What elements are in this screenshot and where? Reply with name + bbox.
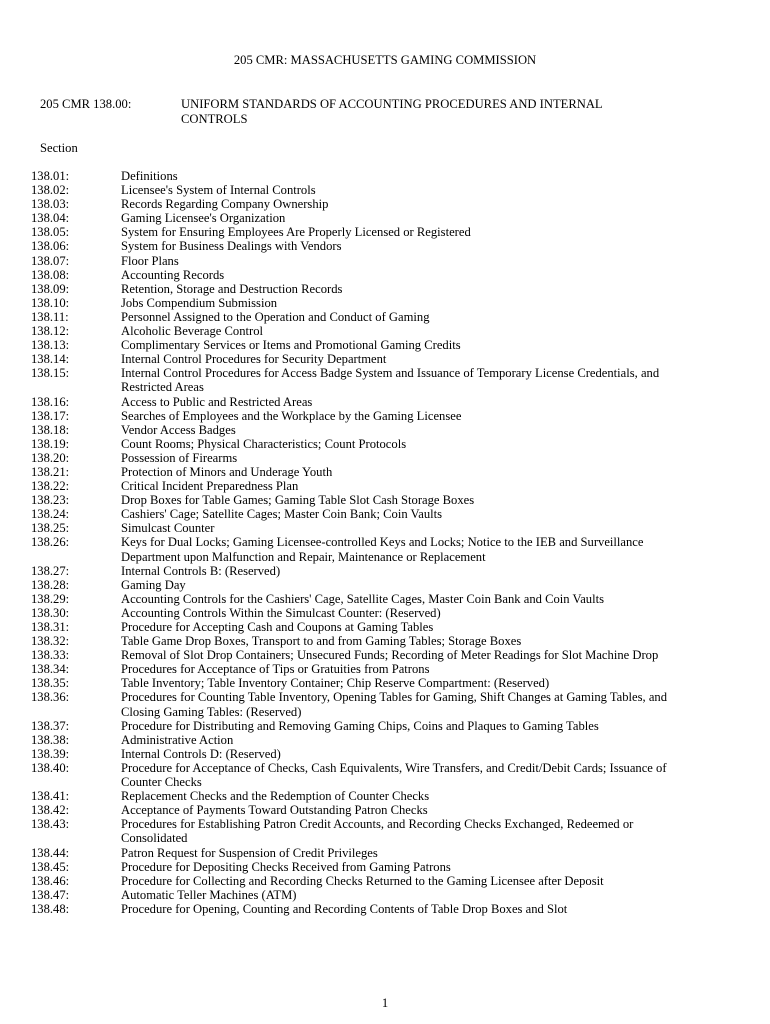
section-title: Table Inventory; Table Inventory Container; Chip Reserve Compartment: (Reserved) xyxy=(121,676,550,691)
section-number: 138.05: xyxy=(31,225,70,240)
section-number: 138.21: xyxy=(31,464,70,479)
section-number: 138.10: xyxy=(31,295,70,310)
toc-entry xyxy=(31,747,711,761)
section-number: 138.45: xyxy=(31,859,70,874)
toc-entry xyxy=(31,493,711,507)
toc-entry xyxy=(31,366,711,394)
section-title: Definitions xyxy=(121,169,178,183)
section-number: 138.26: xyxy=(31,535,70,550)
section-title: Accounting Controls for the Cashiers' Cage, Satellite Cages, Master Coin Bank and Coin Vaults xyxy=(121,591,604,606)
toc-entry xyxy=(31,324,711,338)
section-title: Access to Public and Restricted Areas xyxy=(121,394,313,409)
section-number: 138.02: xyxy=(31,183,70,198)
section-number: 138.12: xyxy=(31,324,70,339)
section-number: 138.34: xyxy=(31,662,70,677)
toc-entry xyxy=(31,197,711,211)
section-title: Procedure for Opening, Counting and Recording Contents of Table Drop Boxes and Slot xyxy=(121,901,568,916)
toc-entry xyxy=(31,183,711,197)
section-title: Vendor Access Badges xyxy=(121,422,236,437)
toc-entry xyxy=(31,437,711,451)
toc-entry xyxy=(31,902,711,916)
section-title: Personnel Assigned to the Operation and Conduct of Gaming xyxy=(121,309,430,324)
section-number: 138.16: xyxy=(31,394,70,409)
section-title: Drop Boxes for Table Games; Gaming Table Slot Cash Storage Boxes xyxy=(121,493,475,508)
section-number: 138.39: xyxy=(31,746,70,761)
toc-entry xyxy=(31,296,711,310)
toc-entry xyxy=(31,479,711,493)
section-number: 138.11: xyxy=(31,309,69,324)
section-title: Complimentary Services or Items and Promotional Gaming Credits xyxy=(121,338,461,353)
section-title: Keys for Dual Locks; Gaming Licensee-controlled Keys and Locks; Notice to the IEB and Surveillance Department upon Malfunction and Repair, Maintenance or Replacement xyxy=(121,535,644,564)
section-number: 138.14: xyxy=(31,352,70,367)
section-title: Procedure for Collecting and Recording Checks Returned to the Gaming Licensee after Deposit xyxy=(121,873,604,888)
section-number: 138.35: xyxy=(31,676,70,691)
section-title: Procedures for Acceptance of Tips or Gratuities from Patrons xyxy=(121,662,430,677)
section-title: Procedure for Depositing Checks Received from Gaming Patrons xyxy=(121,859,451,874)
toc-entry xyxy=(31,451,711,465)
section-number: 138.41: xyxy=(31,789,70,804)
toc-entry xyxy=(31,620,711,634)
toc-entry xyxy=(31,254,711,268)
section-number: 138.22: xyxy=(31,479,70,494)
toc-entry xyxy=(31,733,711,747)
section-title: Simulcast Counter xyxy=(121,521,215,536)
section-number: 138.28: xyxy=(31,577,70,592)
section-number: 138.15: xyxy=(31,366,70,381)
toc-entry xyxy=(31,225,711,239)
section-number: 138.43: xyxy=(31,817,70,832)
section-title: Possession of Firearms xyxy=(121,450,238,465)
section-title: Floor Plans xyxy=(121,253,179,268)
section-title: Table Game Drop Boxes, Transport to and from Gaming Tables; Storage Boxes xyxy=(121,634,522,649)
section-number: 138.37: xyxy=(31,718,70,733)
section-title: Internal Controls D: (Reserved) xyxy=(121,746,281,761)
toc-entry xyxy=(31,846,711,860)
section-number: 138.32: xyxy=(31,634,70,649)
section-title: Administrative Action xyxy=(121,732,234,747)
section-title: Licensee's System of Internal Controls xyxy=(121,183,316,198)
section-number: 138.06: xyxy=(31,239,70,254)
toc-entry xyxy=(31,662,711,676)
section-number: 138.46: xyxy=(31,873,70,888)
toc-entry xyxy=(31,352,711,366)
section-label: Section xyxy=(40,141,78,155)
section-title: Gaming Licensee's Organization xyxy=(121,211,286,226)
section-number: 138.18: xyxy=(31,422,70,437)
toc-entry xyxy=(31,634,711,648)
toc-entry xyxy=(31,535,711,563)
section-title: Internal Control Procedures for Access Badge System and Issuance of Temporary License Credentials, and Restricted Areas xyxy=(121,366,660,395)
toc-entry xyxy=(31,761,711,789)
section-title: Replacement Checks and the Redemption of Counter Checks xyxy=(121,789,430,804)
section-number: 138.47: xyxy=(31,887,70,902)
toc-entry xyxy=(31,648,711,662)
section-number: 138.01: xyxy=(31,169,70,183)
toc-entry xyxy=(31,803,711,817)
section-title: Automatic Teller Machines (ATM) xyxy=(121,887,297,902)
page-header: 205 CMR: MASSACHUSETTS GAMING COMMISSION xyxy=(233,53,537,67)
section-number: 138.25: xyxy=(31,521,70,536)
section-number: 138.48: xyxy=(31,901,70,916)
section-title: Internal Controls B: (Reserved) xyxy=(121,563,281,578)
section-number: 138.07: xyxy=(31,253,70,268)
section-title: Jobs Compendium Submission xyxy=(121,295,278,310)
toc-entry xyxy=(31,395,711,409)
section-title: Acceptance of Payments Toward Outstanding Patron Checks xyxy=(121,803,428,818)
section-title: Count Rooms; Physical Characteristics; Count Protocols xyxy=(121,436,407,451)
toc-entry xyxy=(31,578,711,592)
section-number: 138.24: xyxy=(31,507,70,522)
section-number: 138.27: xyxy=(31,563,70,578)
toc-entry xyxy=(31,239,711,253)
toc-entry xyxy=(31,465,711,479)
section-number: 138.29: xyxy=(31,591,70,606)
section-title: Patron Request for Suspension of Credit Privileges xyxy=(121,845,378,860)
section-number: 138.42: xyxy=(31,803,70,818)
toc-entry xyxy=(31,860,711,874)
chapter-title: UNIFORM STANDARDS OF ACCOUNTING PROCEDURES AND INTERNAL CONTROLS xyxy=(181,97,603,126)
section-title: Searches of Employees and the Workplace by the Gaming Licensee xyxy=(121,408,462,423)
section-number: 138.20: xyxy=(31,450,70,465)
section-title: Procedures for Establishing Patron Credit Accounts, and Recording Checks Exchanged, Redeemed or Consolidated xyxy=(121,817,634,846)
section-title: Gaming Day xyxy=(121,577,186,592)
section-number: 138.31: xyxy=(31,620,70,634)
section-title: Retention, Storage and Destruction Records xyxy=(121,281,343,296)
toc-entry xyxy=(31,564,711,578)
section-number: 138.03: xyxy=(31,197,70,212)
section-number: 138.40: xyxy=(31,760,70,775)
section-title: Alcoholic Beverage Control xyxy=(121,324,263,339)
section-title: Removal of Slot Drop Containers; Unsecured Funds; Recording of Meter Readings for Slot Machine Drop xyxy=(121,648,659,663)
section-title: Procedures for Counting Table Inventory, Opening Tables for Gaming, Shift Changes at Gaming Tables, and Closing Gaming Tables: (Reserved) xyxy=(121,690,668,719)
section-title: Accounting Records xyxy=(121,267,225,282)
toc-entry xyxy=(31,676,711,690)
toc-entry xyxy=(31,817,711,845)
section-title: Procedure for Accepting Cash and Coupons at Gaming Tables xyxy=(121,620,434,634)
section-title: System for Ensuring Employees Are Properly Licensed or Registered xyxy=(121,225,471,240)
section-title: Internal Control Procedures for Security Department xyxy=(121,352,387,367)
toc-entry xyxy=(31,690,711,718)
section-number: 138.30: xyxy=(31,605,70,620)
section-number: 138.19: xyxy=(31,436,70,451)
toc-entry xyxy=(31,338,711,352)
toc-entry xyxy=(31,282,711,296)
section-number: 138.33: xyxy=(31,648,70,663)
section-title: Accounting Controls Within the Simulcast Counter: (Reserved) xyxy=(121,605,441,620)
toc-entry xyxy=(31,409,711,423)
toc-entry xyxy=(31,719,711,733)
toc-entry xyxy=(31,592,711,606)
toc-entry xyxy=(31,211,711,225)
chapter-number: 205 CMR 138.00: xyxy=(40,97,132,111)
toc-entry xyxy=(31,789,711,803)
section-title: Cashiers' Cage; Satellite Cages; Master Coin Bank; Coin Vaults xyxy=(121,507,443,522)
toc-entry xyxy=(31,310,711,324)
toc-entry xyxy=(31,169,711,183)
section-title: System for Business Dealings with Vendors xyxy=(121,239,342,254)
section-number: 138.36: xyxy=(31,690,70,705)
toc-entry xyxy=(31,521,711,535)
section-title: Procedure for Distributing and Removing Gaming Chips, Coins and Plaques to Gaming Tables xyxy=(121,718,599,733)
toc-entry xyxy=(31,888,711,902)
section-number: 138.04: xyxy=(31,211,70,226)
section-number: 138.13: xyxy=(31,338,70,353)
page-number: 1 xyxy=(381,996,389,1010)
toc-entry xyxy=(31,874,711,888)
table-of-contents xyxy=(31,169,711,916)
section-number: 138.23: xyxy=(31,493,70,508)
section-title: Protection of Minors and Underage Youth xyxy=(121,464,333,479)
section-number: 138.09: xyxy=(31,281,70,296)
section-title: Procedure for Acceptance of Checks, Cash Equivalents, Wire Transfers, and Credit/Debit Cards; Issuance of Counter Checks xyxy=(121,760,667,790)
section-number: 138.17: xyxy=(31,408,70,423)
toc-entry xyxy=(31,606,711,620)
section-title: Critical Incident Preparedness Plan xyxy=(121,479,299,494)
toc-entry xyxy=(31,507,711,521)
section-number: 138.38: xyxy=(31,732,70,747)
toc-entry xyxy=(31,268,711,282)
section-number: 138.08: xyxy=(31,267,70,282)
toc-entry xyxy=(31,423,711,437)
section-number: 138.44: xyxy=(31,845,70,860)
section-title: Records Regarding Company Ownership xyxy=(121,197,329,212)
